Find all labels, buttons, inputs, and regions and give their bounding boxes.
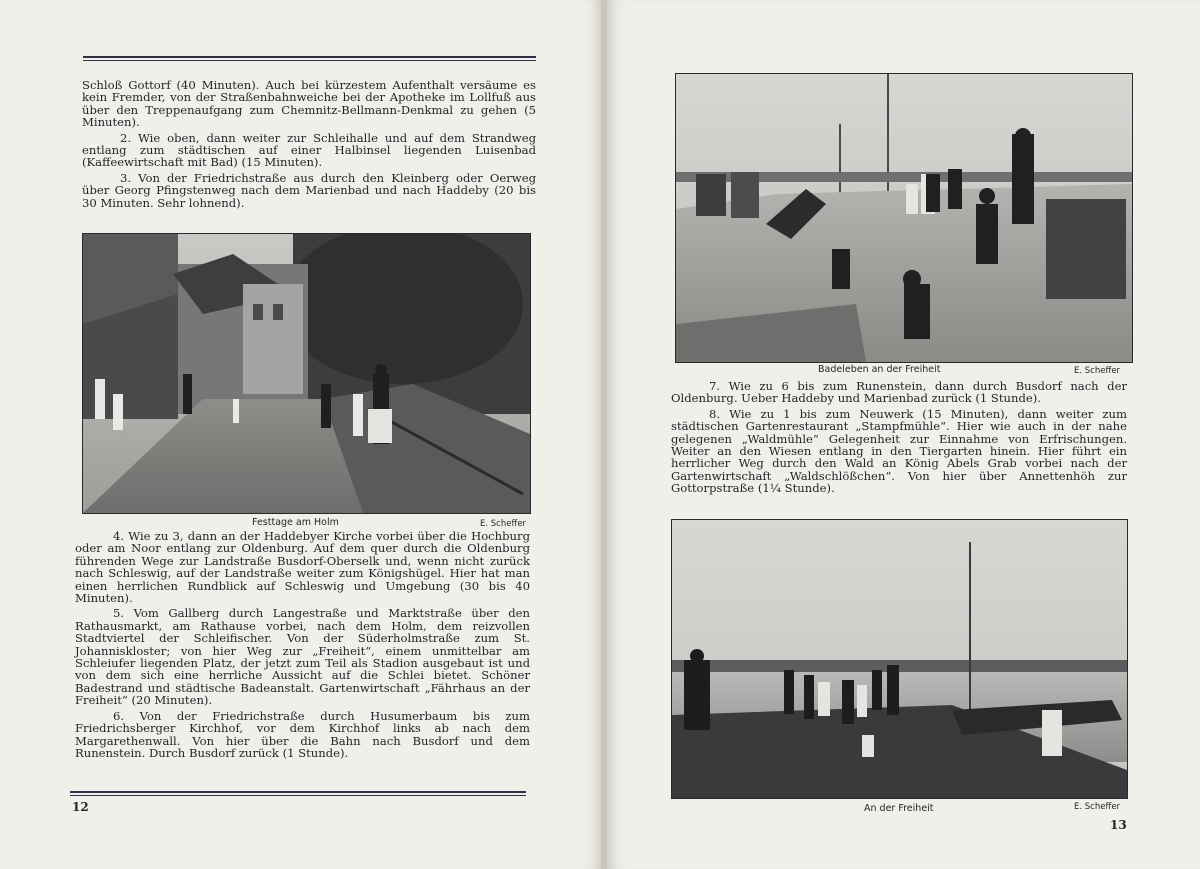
paragraph: 5. Vom Gallberg durch Langestraße und Marktstraße über den Rathausmarkt, am Rathause vorbei, nach dem Holm, dem reizvollen Stadtviertel der Schleifischer. Von der Süderholmstraße zum St. Johanniskloster; von hier Weg zur „Freiheit“, einem unmittelbar am Schleiufer liegenden Platz, der jetzt zum Teil als Stadion ausgebaut ist und von dem sich eine herrliche Aussicht auf die Schlei bietet. Schöner Badestrand und städtische Badeanstalt. Gartenwirtschaft „Fährhaus an der Freiheit“ (20 Minuten).: [75, 606, 530, 708]
photo-credit: E. Scheffer: [1074, 366, 1121, 376]
paragraph: 4. Wie zu 3, dann an der Haddebyer Kirche vorbei über die Hochburg oder am Noor entlang zur Oldenburg. Auf dem quer durch die Oldenburg führenden Wege zur Landstraße Busdorf-Oberselk und, wenn nicht zurück nach Schleswig, auf der Landstraße weiter zum Königshügel. Hier hat man einen herrlichen Rundblick auf Schleswig und Umgebung (30 bis 40 Minuten).: [75, 529, 530, 606]
bottom-rule: [70, 791, 526, 796]
shore-scene-image: [672, 520, 1127, 798]
paragraph: Schloß Gottorf (40 Minuten). Auch bei kürzestem Aufenthalt versäume es kein Fremder, von der Straßenbahnweiche bei der Apotheke im Lollfuß aus über den Treppenaufgang zum Chemnitz-Bellmann-Denkmal zu gehen (5 Minuten).: [82, 78, 536, 130]
photo-festtage-am-holm: [82, 233, 531, 514]
street-scene-image: [83, 234, 530, 513]
left-text-top: [82, 79, 536, 212]
page-number: 13: [1110, 818, 1127, 832]
page-number: 12: [72, 800, 89, 814]
right-page: [607, 0, 1200, 869]
paragraph: 8. Wie zu 1 bis zum Neuwerk (15 Minuten), dann weiter zum städtischen Gartenrestaurant „Stampfmühle“. Hier wie auch in der nahe gelegenen „Waldmühle“ Gelegenheit zur Einnahme von Erfrischungen. Weiter an den Wiesen entlang in den Tiergarten hinein. Hier führt ein herrlicher Weg durch den Wald an König Abels Grab vorbei nach der Gartenwirtschaft „Waldschlößchen“. Von hier über Annettenhöh zur Gottorpstraße (1¼ Stunde).: [671, 406, 1127, 496]
photo-an-der-freiheit: [671, 519, 1128, 799]
photo-badeleben: [675, 73, 1133, 363]
photo-caption: Festtage am Holm: [252, 517, 339, 528]
photo-caption: Badeleben an der Freiheit: [818, 364, 941, 375]
paragraph: 6. Von der Friedrichstraße durch Husumerbaum bis zum Friedrichsberger Kirchhof, vor dem Kirchhof links ab nach dem Margarethenwall. Von hier über die Bahn nach Busdorf und dem Runenstein. Durch Busdorf zurück (1 Stunde).: [75, 708, 530, 760]
photo-caption: An der Freiheit: [864, 803, 934, 814]
paragraph: 2. Wie oben, dann weiter zur Schleihalle und auf dem Strandweg entlang zum städtischen auf einer Halbinsel liegenden Luisenbad (Kaffeewirtschaft mit Bad) (15 Minuten).: [82, 130, 536, 170]
photo-credit: E. Scheffer: [480, 519, 527, 529]
paragraph: 7. Wie zu 6 bis zum Runenstein, dann durch Busdorf nach der Oldenburg. Ueber Haddeby und Marienbad zurück (1 Stunde).: [671, 379, 1127, 406]
left-text-bottom: [75, 530, 530, 762]
photo-credit: E. Scheffer: [1074, 802, 1121, 812]
top-rule: [83, 56, 536, 61]
paragraph: 3. Von der Friedrichstraße aus durch den Kleinberg oder Oerweg über Georg Pfingstenweg nach dem Marienbad und nach Haddeby (20 bis 30 Minuten. Sehr lohnend).: [82, 170, 536, 210]
right-text: [671, 380, 1127, 498]
beach-scene-image: [676, 74, 1132, 362]
